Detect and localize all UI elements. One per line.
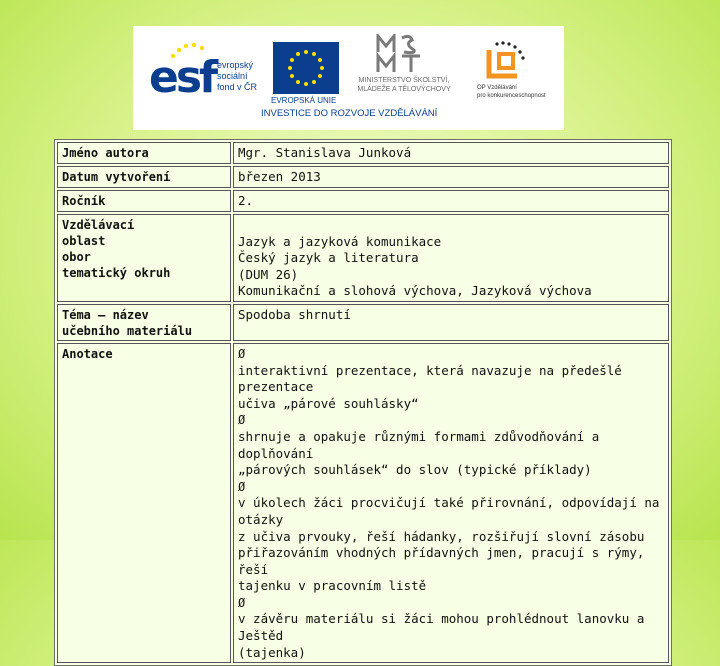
esf-caption-line: sociální (217, 71, 248, 81)
eu-flag-icon (273, 42, 339, 94)
op-caption-line: pro konkurenceschopnost (477, 93, 546, 99)
label-line: oblast (62, 234, 106, 248)
esf-caption (217, 60, 257, 93)
label-line: Téma – název (62, 307, 149, 322)
bullet-arrow-icon: Ø (238, 479, 246, 494)
row-value: Mgr. Stanislava Junková (233, 142, 669, 164)
annotation-line: přiřazováním vhodných přídavných jmen, pracují s rýmy, řeší (238, 545, 645, 577)
esf-caption-line: evropský (217, 60, 254, 70)
row-label: Jméno autora (57, 142, 231, 164)
annotation-line (238, 479, 664, 529)
row-label: Ročník (57, 190, 231, 212)
annotation-line-text: interaktivní prezentace, která navazuje na předešlé prezentace (238, 362, 622, 395)
annotation-line (238, 346, 664, 396)
msmt-caption (348, 76, 460, 94)
table-row (57, 142, 669, 164)
annotation-text (233, 343, 669, 663)
row-label: Datum vytvoření (57, 166, 231, 188)
row-value: Spodoba shrnutí (233, 304, 669, 341)
label-line: tematický okruh (62, 266, 171, 280)
op-caption-line: OP Vzdělávání (477, 85, 517, 91)
row-value (233, 214, 669, 302)
annotation-line (238, 595, 664, 645)
eu-caption: EVROPSKÁ UNIE (271, 96, 337, 105)
table-row (57, 190, 669, 212)
row-value: březen 2013 (233, 166, 669, 188)
row-label (57, 214, 231, 302)
annotation-line-text: shrnuje a opakuje různými formami zdůvodňování a doplňování (238, 428, 600, 461)
annotation-line-text: v úkolech žáci procvičují také přirovnání, odpovídají na otázky (238, 495, 660, 527)
table-row (57, 166, 669, 188)
logo-banner (133, 26, 564, 130)
table-row (57, 214, 669, 302)
dum-code: (DUM 26) (238, 266, 299, 282)
value-text: Český jazyk a literatura (238, 250, 419, 266)
annotation-line (238, 412, 664, 462)
msmt-caption-line: MLÁDEŽE A TĚLOVÝCHOVY (357, 86, 451, 93)
bullet-arrow-icon: Ø (238, 413, 246, 428)
annotation-line: „párových souhlásek“ do slov (typické příklady) (238, 462, 592, 478)
label-line: obor (62, 250, 91, 264)
label-line: učebního materiálu (62, 323, 193, 338)
msmt-caption-line: MINISTERSTVO ŠKOLSTVÍ, (358, 77, 450, 84)
op-emblem-icon (483, 40, 527, 82)
op-caption (477, 84, 546, 100)
table-row (57, 343, 669, 663)
investment-slogan: INVESTICE DO ROZVOJE VZDĚLÁVÁNÍ (261, 108, 438, 119)
bullet-arrow-icon: Ø (238, 346, 246, 361)
value-line-spacer (238, 217, 664, 234)
op-logo (473, 40, 553, 102)
esf-caption-line: fond v ČR (217, 82, 258, 92)
msmt-emblem-icon (374, 34, 430, 74)
esf-wordmark: esf (149, 52, 216, 103)
row-label (57, 304, 231, 341)
row-value: 2. (233, 190, 669, 212)
msmt-logo (348, 34, 458, 100)
value-line: Komunikační a slohová výchova, Jazyková výchova (238, 283, 592, 299)
annotation-line: (tajenka) (238, 644, 306, 660)
bullet-arrow-icon: Ø (238, 595, 246, 610)
annotation-line: tajenku v pracovním listě (238, 578, 427, 594)
value-line (238, 250, 664, 283)
value-line: Jazyk a jazyková komunikace (238, 233, 442, 249)
row-label: Anotace (57, 343, 231, 663)
esf-logo (145, 42, 265, 104)
table-row (57, 304, 669, 341)
label-line: Vzdělávací (62, 218, 135, 232)
annotation-line: učiva „párové souhlásky“ (238, 395, 419, 411)
info-table (54, 139, 672, 666)
annotation-line: z učiva prvouky, řeší hádanky, rozšiřují slovní zásobu (238, 528, 645, 544)
annotation-line-text: v závěru materiálu si žáci mohou prohlédnout lanovku a Ještěd (238, 611, 645, 644)
